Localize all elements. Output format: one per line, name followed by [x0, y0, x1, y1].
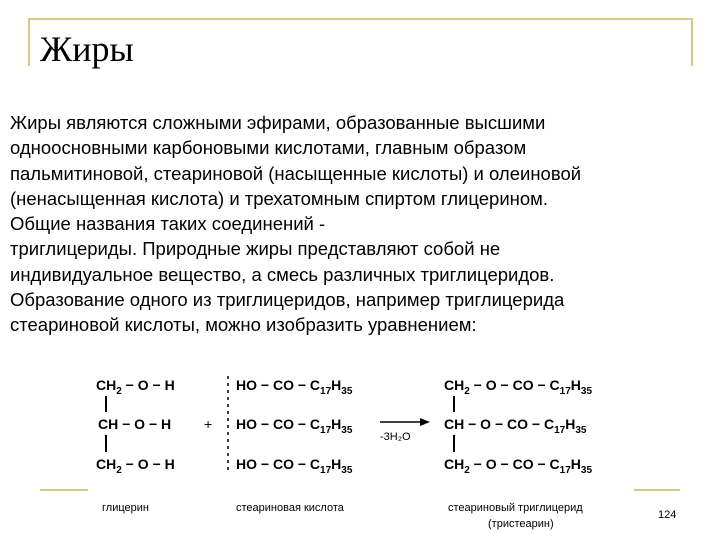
product-sublabel: (тристеарин) [488, 518, 554, 530]
reaction-equation [88, 362, 634, 540]
svg-text:CH2 − O − H: $CH_2 - O - H$ [96, 456, 175, 476]
svg-text:HO − CO − C17H35: HO − CO − $C_{17}H_{35}$ [236, 416, 353, 436]
body-paragraph [10, 110, 690, 338]
svg-text:CH − O − CO − C17H35: CH − O − CO − $C_{17}H_{35}$ [444, 416, 587, 436]
plus-sign: + [204, 416, 213, 432]
reaction-arrow [380, 418, 430, 443]
paragraph-line: Жиры являются сложными эфирами, образованные высшими [10, 112, 546, 133]
glycerol-label: глицерин [102, 502, 149, 514]
paragraph-line: стеариновой кислоты, можно изобразить уравнением: [10, 314, 477, 336]
paragraph-line: триглицериды. Природные жиры представляют собой не [10, 238, 501, 260]
svg-text:CH2 − O − H: $CH_2 - O - H$ [96, 377, 175, 397]
stearic-acid-label: стеариновая кислота [236, 502, 344, 514]
svg-text:HO − CO − C17H35: HO − CO − $C_{17}H_{35}$ [236, 377, 353, 397]
title-frame-left [28, 18, 30, 66]
title-frame-right [691, 18, 693, 66]
svg-text:CH2 − O − CO − C17H35: $CH_2 - O$ − CO − $C_{17}H_{35}$ [444, 456, 593, 476]
reaction-condition: -3H₂O [380, 431, 411, 443]
svg-text:CH2 − O − CO − C17H35: $CH_2 - O$ − CO − $C_{17}H_{35}$ [444, 377, 593, 397]
paragraph-line: индивидуальное вещество, а смесь различных триглицеридов. [10, 263, 555, 285]
paragraph-line: (ненасыщенная кислота) и трехатомным спиртом глицерином. [10, 187, 549, 209]
svg-text:HO − CO − C17H35: HO − CO − $C_{17}H_{35}$ [236, 456, 353, 476]
tristearin-structure [444, 377, 592, 476]
svg-text:CH − O − H: CH − O − H [98, 416, 172, 432]
stearic-acid-structure [236, 377, 353, 476]
title-frame-top [28, 18, 693, 20]
page-number: 124 [658, 509, 677, 521]
paragraph-line: пальмитиновой, стеариновой (насыщенные кислоты) и олеиновой [10, 162, 582, 184]
product-label: стеариновый триглицерид [448, 502, 583, 514]
paragraph-line: одноосновными карбоновыми кислотами, главным образом [10, 137, 527, 159]
glycerol-structure [96, 377, 175, 476]
paragraph-line: Образование одного из триглицеридов, например триглицерида [10, 289, 565, 311]
equation-image [88, 362, 634, 540]
slide-title: Жиры [40, 29, 134, 69]
paragraph-line: Общие названия таких соединений - [10, 213, 326, 235]
